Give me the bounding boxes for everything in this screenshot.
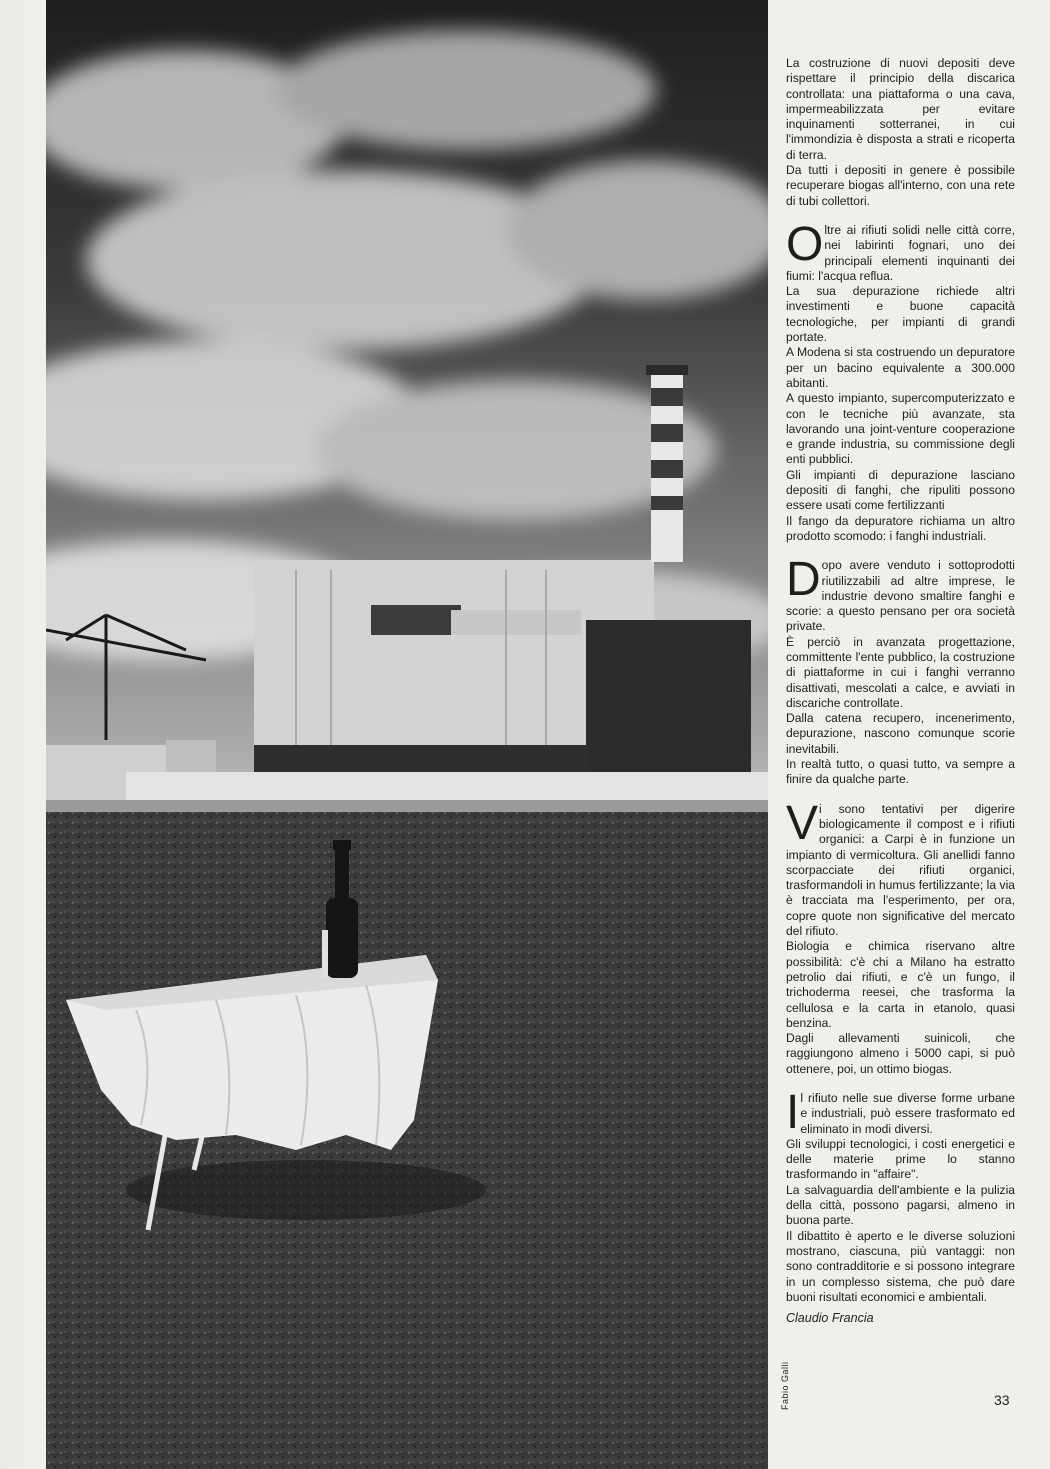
paragraph: Da tutti i depositi in genere è possibile recuperare biogas all'interno, con una rete di tubi collettori. <box>786 163 1015 208</box>
paragraph: La costruzione di nuovi depositi deve rispettare il principio della discarica controllata: una piattaforma o una cava, impermeabilizzata per evitare inquinamenti sotterranei, in cui l'immondizia è disposta a strati e ricoperta di terra. <box>786 56 1015 162</box>
article-column <box>786 56 1015 1326</box>
paragraph: Gli impianti di depurazione lasciano depositi di fanghi, che ripuliti possono essere usati come fertilizzanti <box>786 467 1015 513</box>
paragraph: Dopo avere venduto i sottoprodotti riutilizzabili ad altre imprese, le industrie devono smaltire fanghi e scorie: a questo pensano per ora società private. <box>786 553 1015 634</box>
photo-credit: Fabio Galli <box>780 1361 790 1410</box>
paragraph: Dalla catena recupero, incenerimento, depurazione, nascono comunque scorie inevitabili. <box>786 711 1015 756</box>
page-margin <box>0 0 46 1469</box>
photo-incinerator-field <box>46 0 768 1469</box>
paragraph: Dagli allevamenti suinicoli, che raggiungono almeno i 5000 capi, si può ottenere, poi, un ottimo biogas. <box>786 1031 1015 1076</box>
article-section-5 <box>786 1086 1015 1305</box>
paragraph: Gli sviluppi tecnologici, i costi energetici e delle materie prime lo stanno trasformando in "affaire". <box>786 1136 1015 1182</box>
paragraph: La salvaguardia dell'ambiente e la pulizia della città, possono pagarsi, almeno in buona parte. <box>786 1182 1015 1228</box>
paragraph: Biologia e chimica riservano altre possibilità: c'è chi a Milano ha estratto petrolio dai rifiuti, e c'è un fungo, il trichoderma reesei, che trasforma la cellulosa e la carta in etanolo, quasi benzina. <box>786 939 1015 1030</box>
article-section-2 <box>786 217 1015 544</box>
paragraph: La sua depurazione richiede altri investimenti e buone capacità tecnologiche, per impianti di grandi portate. <box>786 284 1015 345</box>
drop-cap: D <box>786 553 821 607</box>
paragraph: È perciò in avanzata progettazione, committente l'ente pubblico, la costruzione di piattaforme in cui i fanghi verranno disattivati, mescolati a calce, e avviati in discariche controllate. <box>786 634 1015 710</box>
paragraph: A Modena si sta costruendo un depuratore per un bacino equivalente a 300.000 abitanti. <box>786 345 1015 390</box>
paragraph: Il dibattito è aperto e le diverse soluzioni mostrano, ciascuna, più vantaggi: non sono contradditorie e si possono integrare in un complesso sistema, che può dare buoni risultati economici e ambientali. <box>786 1228 1015 1304</box>
paragraph: Oltre ai rifiuti solidi nelle città corre, nei labirinti fognari, uno dei principali elementi inquinanti dei fiumi: l'acqua reflua. <box>786 217 1015 283</box>
author-byline: Claudio Francia <box>786 1311 874 1326</box>
paragraph: Il rifiuto nelle sue diverse forme urbane e industriali, può essere trasformato ed eliminato in modi diversi. <box>786 1086 1015 1139</box>
article-section-3 <box>786 553 1015 787</box>
page-number: 33 <box>994 1392 1010 1408</box>
paragraph: In realtà tutto, o quasi tutto, va sempre a finire da qualche parte. <box>786 757 1015 787</box>
photo-graphic <box>46 0 768 1469</box>
striped-chimney <box>646 365 688 562</box>
paragraph: A questo impianto, supercomputerizzato e con le tecniche più avanzate, sta lavorando una joint-venture cooperazione e grande industria, su commissione degli enti pubblici. <box>786 391 1015 467</box>
drop-cap: V <box>786 796 819 850</box>
article-section-1 <box>786 56 1015 209</box>
drop-cap: I <box>786 1086 800 1139</box>
paragraph: Il fango da depuratore richiama un altro prodotto scomodo: i fanghi industriali. <box>786 513 1015 543</box>
paragraph: Vi sono tentativi per digerire biologicamente il compost e i rifiuti organici: a Carpi è in funzione un impianto di vermicoltura. Gli anellidi fanno scorpacciate dei rifiuti organici, trasformandoli in humus fertilizzante; la via è tracciata ma l'esperimento, per ora, copre quote non significative del mercato del rifiuto. <box>786 796 1015 939</box>
article-section-4 <box>786 796 1015 1077</box>
drop-cap: O <box>786 217 824 271</box>
